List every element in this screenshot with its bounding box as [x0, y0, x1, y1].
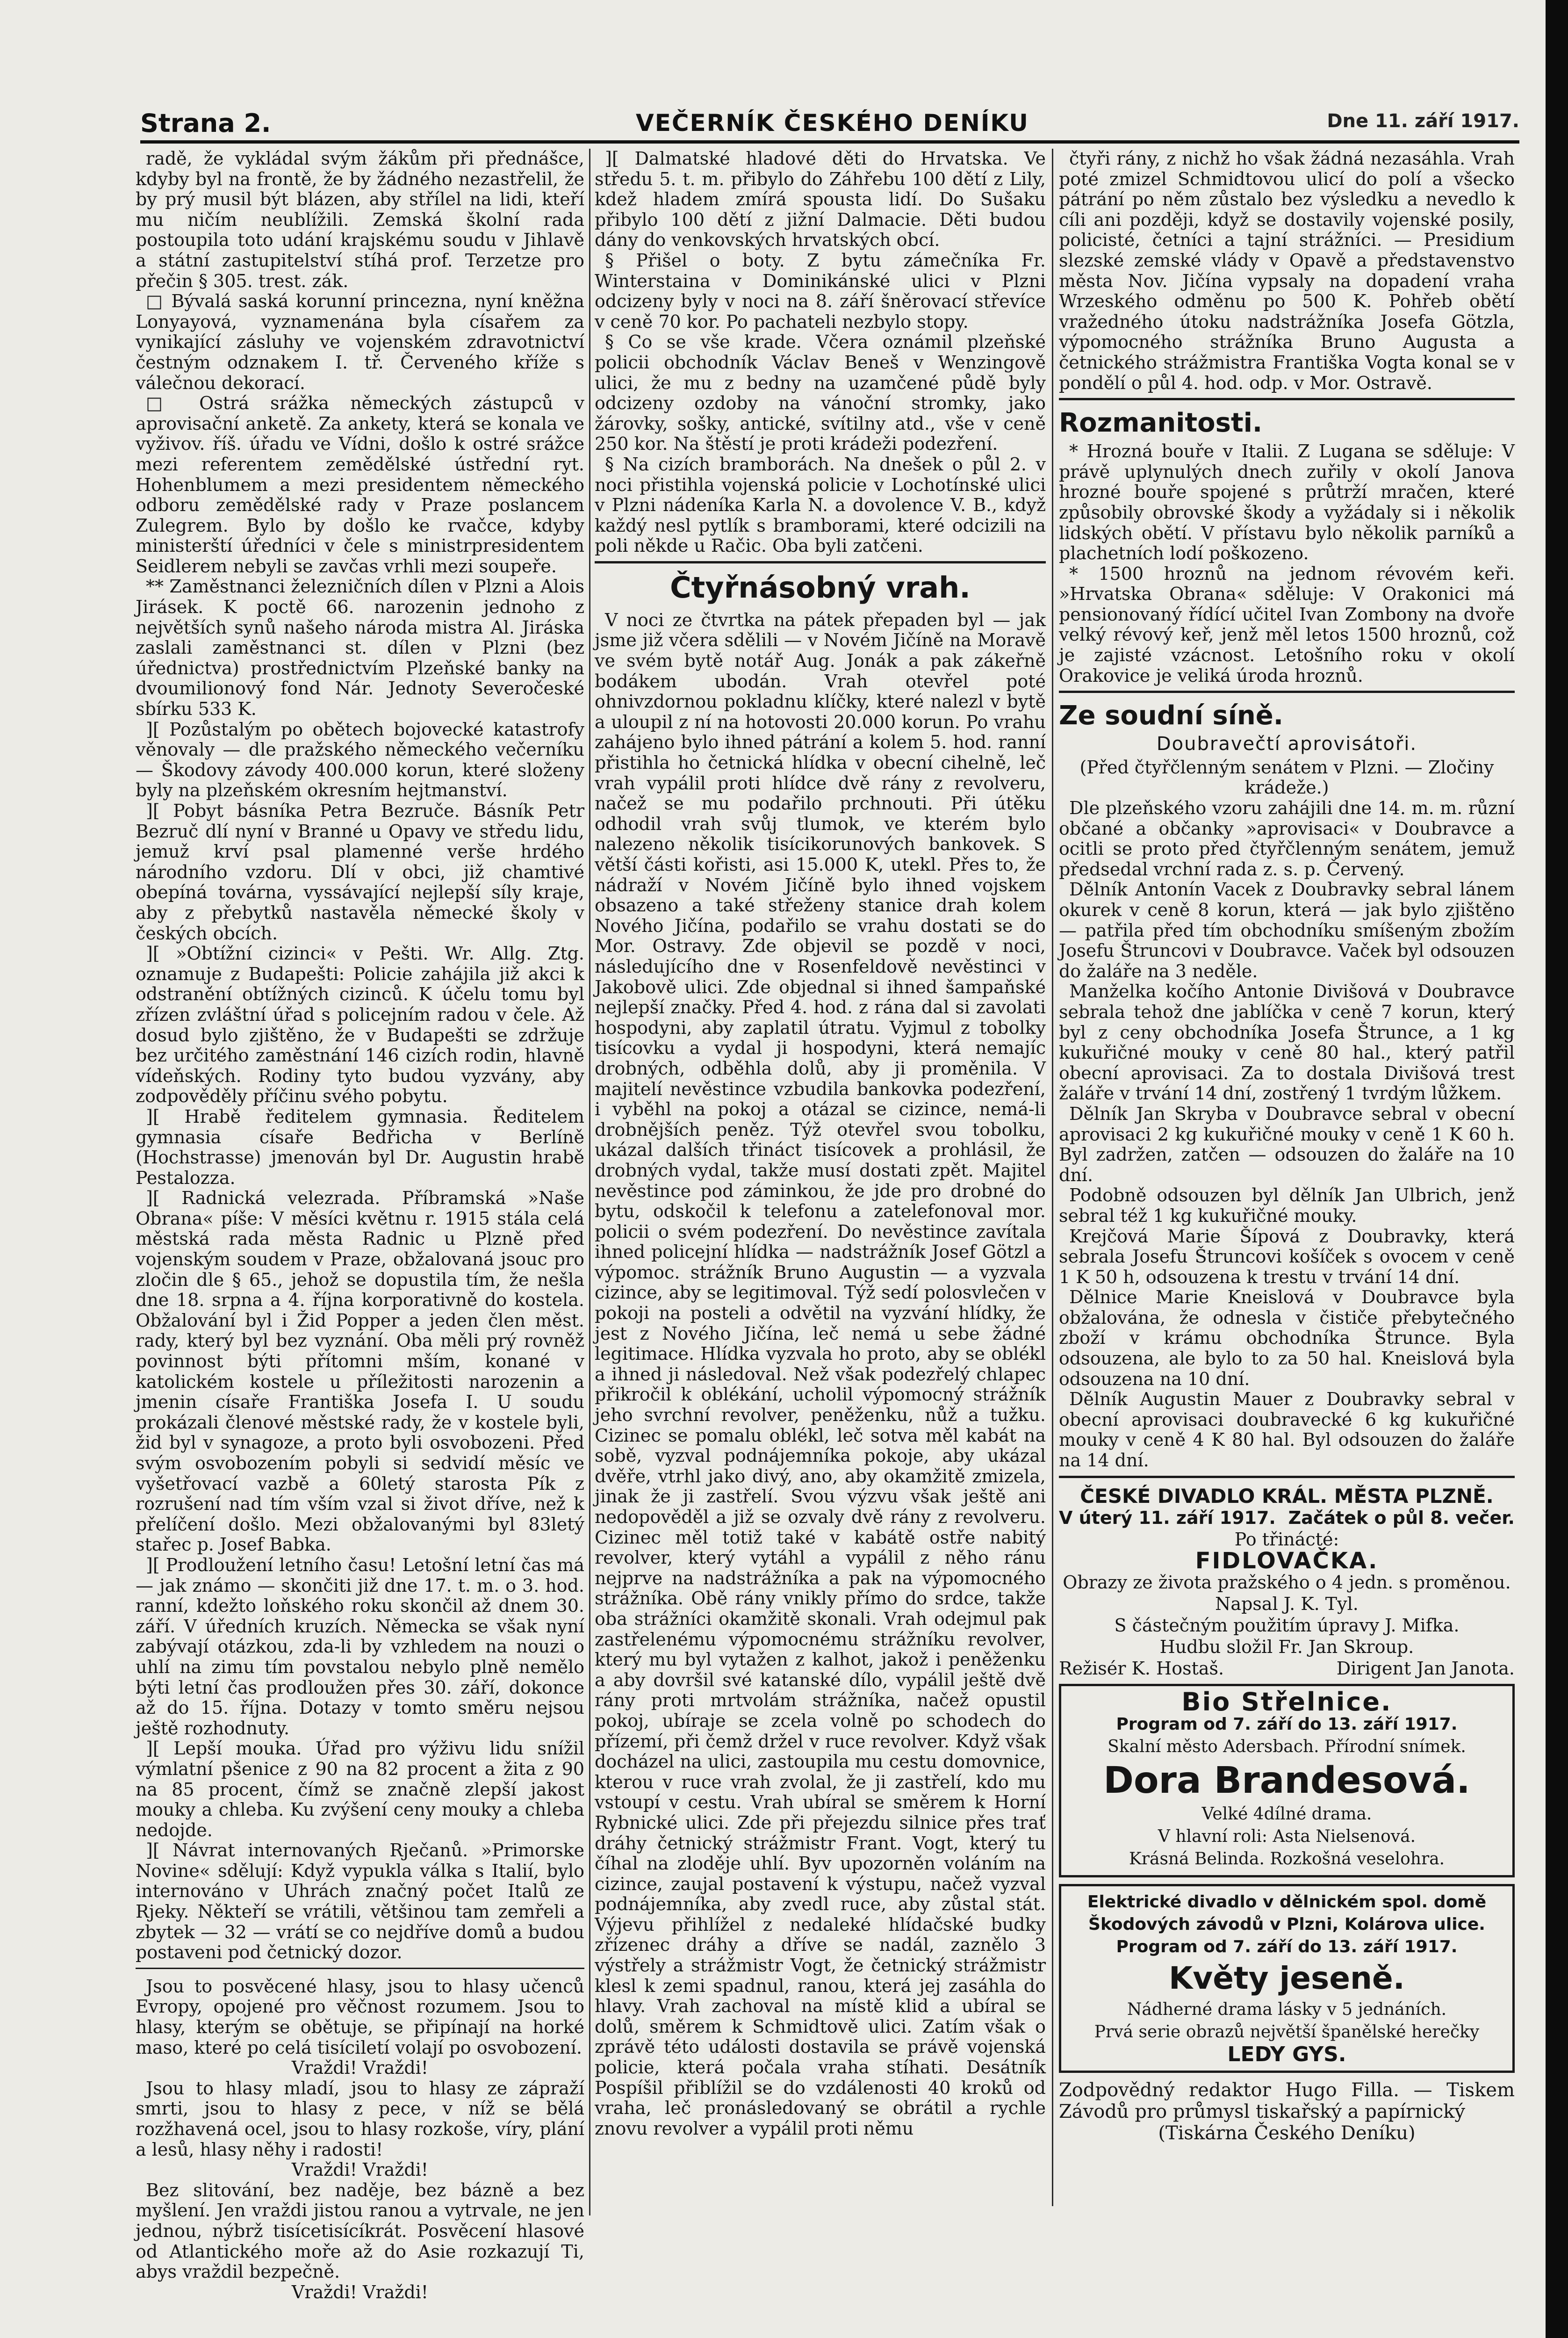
poem-stanza: Vraždi! Vraždi! — [291, 2281, 429, 2302]
cinema-ad-feature: Dora Brandesová. — [1103, 1759, 1470, 1802]
news-item: § Co se vše krade. Včera oznámil plzeňské policii obchodník Václav Beneš v Wenzingově ulici, že mu z bedny na uzamčené půdě byly odcizeny ozdoby na vánoční stromky, jako žárovky, sošky, antické, svítilny atd., vše v ceně 250 kor. Na štěstí je proti krádeži podezření. — [595, 332, 1046, 455]
cinema-ad-role: V hlavní roli: Asta Nielsenová. — [1158, 1826, 1416, 1846]
cinema-ad-genre: Velké 4dílné drama. — [1201, 1804, 1372, 1824]
imprint-text: Zodpovědný redaktor Hugo Filla. — Tiskem Závodů pro průmysl tiskařský a papírnický — [1059, 2079, 1515, 2122]
column-3-divider-2 — [1059, 691, 1515, 693]
poem-stanza: Bez slitování, bez naděje, bez bázně a bez myšlení. Jen vraždi jistou ranou a vytrvale, ne jen jednou, nýbrž tisícetisícíkrát. Posvěcení hlasové od Atlantického moře až do Asie rozkazují Ti, abys vraždil bezpečně. — [136, 2179, 584, 2282]
news-item: ][ Pozůstalým po obětech bojovecké katastrofy věnovaly — dle pražského německého večerníku — Škodovy závody 400.000 korun, které složeny byly na plzeňském okresním hejtmanství. — [136, 719, 584, 801]
theatre-credits-row — [1059, 1658, 1515, 1679]
news-item: □ Ostrá srážka německých zástupců v aprovisační anketě. Za ankety, která se konala ve vyživov. říš. úřadu ve Vídni, došlo k ostré srážce mezi referentem zemědělské ústřední ryt. Hohenblumem a mezi presidentem německého odboru zemědělské rady v Praze poslancem Zulegrem. Bylo by došlo ke rvačce, kdyby ministerští úředníci v čele s ministrpresidentem Seidlerem nebyli se zavčas vrhli mezi soupeře. — [136, 393, 584, 577]
poem-stanza: Vraždi! Vraždi! — [291, 2159, 429, 2180]
rozmanitosti-item: * Hrozná bouře v Italii. Z Lugana se sděluje: V právě uplynulých dnech zuřily v okolí Janova hrozné bouře spojené s průtrží mračen, které způsobily obrovské škody a vyžádaly si i několik lidských obětí. V přístavu bylo několik parníků a plachetních lodí poškozeno. — [1059, 441, 1515, 564]
theatre-author: Napsal J. K. Tyl. — [1215, 1593, 1359, 1614]
theatre-listing — [1059, 1486, 1515, 1679]
cinema-ad2-line1: Elektrické divadlo v dělnickém spol. domě — [1087, 1892, 1487, 1912]
news-item: radě, že vykládal svým žákům při přednášce, kdyby byl na frontě, že by žádného nezastřelil, že by prý musil být blázen, aby střílel na lidi, kteří mu ničím neublížili. Zemská školní rada postoupila toto udání krajskému soudu v Jihlavě a státní zastupitelství stíhá prof. Terzetze pro přečin § 305. trest. zák. — [136, 148, 584, 291]
theatre-date-row — [1059, 1507, 1515, 1529]
news-item: ][ Prodloužení letního času! Letošní letní čas má — jak známo — skončiti již dne 17. t. m. o 3. hod. ranní, kdežto loňského roku skončil až dnem 30. září. V úředních kruzích. Německa se však nyní zabývají otázkou, zda-li by vzhledem na nouzi o uhlí na zimu tím povstalou nebylo plně nemělo býti letní čas prodloužen přes 30. září, dokonce až do 15. října. Dotazy v tomto směru nejsou ještě rozhodnuty. — [136, 1554, 584, 1739]
column-3 — [1059, 149, 1515, 2183]
rozmanitosti-item: * 1500 hroznů na jednom révovém keři. »Hrvatska Obrana« sděluje: V Orakonici má pensionovaný řídící učitel Ivan Zombony na dvoře velký révový keř, jenž měl letos 1500 hroznů, což je zajisté vzácnost. Letošního roku v okolí Orakovice je veliká úroda hroznů. — [1059, 563, 1515, 686]
cinema-ad-title: Bio Střelnice. — [1181, 1687, 1392, 1717]
column-2-news — [595, 149, 1046, 556]
theatre-conductor: Dirigent Jan Janota. — [1336, 1658, 1515, 1679]
imprint-line2: (Tiskárna Českého Deníku) — [1158, 2122, 1416, 2144]
cinema-ad2-feature: Květy jeseně. — [1169, 1960, 1405, 1996]
news-item: ** Zaměstnanci železničních dílen v Plzni a Alois Jirásek. K poctě 66. narozenin jednoho z největších synů našeho národa mistra Al. Jiráska zaslali zaměstnanci st. dílen v Plzni (bez úřednictva) prostřednictvím Plzeňské banky na dvoumilionový fond Nár. Jednoty Severočeské sbírku 533 K. — [136, 576, 584, 720]
soud-body — [1059, 798, 1515, 1471]
column-rule-2 — [1052, 149, 1053, 2206]
news-item: □ Bývalá saská korunní princezna, nyní kněžna Lonyayová, vyznamenána byla císařem za vynikající zásluhy ve vojenském zdravotnictví čestným odznakem I. tř. Červeného kříže s válečnou dekorací. — [136, 291, 584, 393]
theatre-date: V úterý 11. září 1917. — [1059, 1507, 1276, 1528]
theatre-edit: S částečným použitím úpravy J. Mifka. — [1114, 1615, 1460, 1636]
rozmanitosti-body — [1059, 441, 1515, 686]
soud-court-line: (Před čtyřčlenným senátem v Plzni. — Zločiny krádeže.) — [1079, 757, 1494, 798]
news-item: § Na cizích bramborách. Na dnešek o půl 2. v noci přistihla vojenská policie v Lochotínské ulici v Plzni nádeníka Karla N. a dovolence V. B., když každý nesl pytlík s bramborami, které odcizili na poli někde u Račic. Oba byli zatčeni. — [595, 454, 1046, 556]
column-1 — [136, 148, 584, 2302]
news-item: ][ Lepší mouka. Úřad pro výživu lidu snížil výmlatní pšenice z 90 na 82 procent a žita z 90 na 85 procent, čímž se značně zlepší jakost mouky a chleba. Ku zvýšení ceny mouky a chleba nedojde. — [136, 1738, 584, 1840]
issue-date: Dne 11. září 1917. — [1327, 110, 1519, 132]
section-title-rozmanitosti: Rozmanitosti. — [1059, 408, 1263, 439]
court-item: Dělník Augustin Mauer z Doubravky sebral v obecní aprovisaci doubravecké 6 kg kukuřičné mouky v ceně 4 K 80 hal. Byl odsouzen do žaláře na 14 dní. — [1059, 1389, 1515, 1471]
court-item: Dělnice Marie Kneislová v Doubravce byla obžalována, že odnesla v čističe přebytečného zboží v krámu obchodníka Štrunce. Byla odsouzena, ale bylo to za 50 hal. Kneislová byla odsouzena na 10 dní. — [1059, 1287, 1515, 1389]
cinema-ad2-program: Program od 7. září do 13. září 1917. — [1116, 1937, 1458, 1956]
theatre-start: Začátek o půl 8. večer. — [1288, 1507, 1515, 1528]
theatre-music: Hudbu složil Fr. Jan Skroup. — [1159, 1636, 1414, 1657]
column-3-divider-3 — [1059, 1476, 1515, 1478]
column-3-continuation — [1059, 149, 1515, 393]
theatre-director: Režisér K. Hostaš. — [1059, 1658, 1224, 1679]
court-item: Manželka kočího Antonie Divišová v Doubravce sebrala tehož dne jablíčka v ceně 7 korun, který byl z ceny obchodníka Josefa Štrunce, a 1 kg kukuřičné mouky v ceně 80 hal., který patřil obecní aprovisaci. Za to dostala Divišová trest žaláře v trvání 14 dní, zostřený 1 tvrdým lůžkem. — [1059, 981, 1515, 1104]
news-item: ][ Návrat internovaných Rječanů. »Primorske Novine« sdělují: Když vypukla válka s Italií, bylo internováno v Uhrách značný počet Italů ze Rjeky. Někteří se vrátili, většinou tam zemřeli a zbytek — 32 — vrátí se co nejdříve domů a budou postaveni pod četnický dozor. — [136, 1840, 584, 1963]
column-2 — [595, 149, 1046, 2206]
cinema-ad2-desc: Nádherné drama lásky v 5 jednáních. — [1127, 1999, 1447, 2019]
news-item: ][ Pobyt básníka Petra Bezruče. Básník Petr Bezruč dlí nyní v Branné u Opavy ve středu lidu, jemuž krví psal plamenné verše hrdého národního vzdoru. Dlí v obci, již chamtivé obepíná továrna, vyssávající nejlepší síly kraje, aby z přebytků nastavěla německé školy v českých obcích. — [136, 801, 584, 944]
poem-stanza: Jsou to hlasy mladí, jsou to hlasy ze zápraží smrti, jsou to hlasy z pece, v níž se bělá rozžhavená ocel, jsou to hlasy rozkoše, víry, plání a lesů, hlasy něhy i radosti! — [136, 2078, 584, 2160]
theatre-intro: Po třinácté: — [1234, 1529, 1339, 1550]
poem-stanza: Vraždi! Vraždi! — [291, 2057, 429, 2078]
cinema-ad-skoda — [1059, 1884, 1515, 2073]
news-item: ][ »Obtížní cizinci« v Pešti. Wr. Allg. Ztg. oznamuje z Budapešti: Policie zahájila již akci k odstranění obtížných cizinců. K účelu tomu byl zřízen zvláštní úřad s policejním radou v čele. Až dosud bylo zjištěno, že v Budapešti se zdržuje bez určitého zaměstnání 146 cizích rodin, hlavně vídeňských. Rodiny tyto budou vyzvány, aby zodpověděly příčinu svého pobytu. — [136, 943, 584, 1107]
news-item: ][ Dalmatské hladové děti do Hrvatska. Ve středu 5. t. m. přibylo do Záhřebu 100 dětí z Lily, kdež hladem zmírá spousta lidí. Do Sušaku přibylo 100 dětí z jižní Dalmacie. Děti budou dány do venkovských hrvatských obcí. — [595, 148, 1046, 251]
cinema-ad2-line2: Škodových závodů v Plzni, Kolárova ulice. — [1088, 1914, 1485, 1934]
article-paragraph: V noci ze čtvrtka na pátek přepaden byl — jak jsme již včera sdělili — v Novém Jičíně na Moravě ve svém bytě notář Aug. Jonák a pak zákeřně bodákem ubodán. Vrah otevřel poté ohnivzdornou pokladnu klíčky, které nalezl v bytě a uloupil z ní na hotovosti 20.000 korun. Po vrahu zahájeno bylo ihned pátrání a kolem 5. hod. ranní přistihla ho četnická hlídka v obecní cihelně, leč vrah vypálil proti hlídce dvě rány z revolveru, načež se mu podařilo prchnouti. Při útěku odhodil vrah svůj tlumok, ve kterém bylo nalezeno několik tisícikorunových bankovek. S větší části kořisti, asi 15.000 K, utekl. Přes to, že nádraží v Novém Jičíně bylo ihned vojskem obsazeno a také střeženy stanice drah kolem Nového Jičína, podařilo se vrahu dostati se do Mor. Ostravy. Zde objevil se pozdě v noci, následujícího dne v Rosenfeldově nevěstinci v Jakobově ulici. Zde objednal si ihned šampaňské nejlepší značky. Před 4. hod. z rána dal si zavolati hospodyni, aby zaplatil útratu. Vyjmul z tobolky tisícovku a vydal ji hospodyni, která nemajíc drobných, odběhla dolů, aby ji proměnila. V majitelí nevěstince vzbudila bankovka podezření, i vyběhl na pokoj a otázal se cizince, nemá-li drobnějších peněz. Týž otevřel svou tobolku, ukázal dalších třináct tisícovek a prohlásil, že drobných vydal, takže musí dostati zpět. Majitel nevěstince pod záminkou, že jde pro drobné do bytu, odskočil k telefonu a zatelefonoval mor. policii o svém podezření. Do nevěstince zavítala ihned policejní hlídka — nadstrážník Josef Götzl a výpomoc. strážník Bruno Augustin — a vyzvala cizince, aby se legitimoval. Týž sedí polosvlečen v pokoji na posteli a odvětil na vyzvání hlídky, že jest z Nového Jičína, leč nemá u sebe žádné legitimace. Hlídka vyzvala ho proto, aby se oblékl a ihned ji následoval. Než však podezřelý chlapec přikročil k oblékání, ucholil výpomocný strážník jeho svrchní revolver, peněženku, nůž a tužku. Cizinec se pomalu oblékl, leč sotva měl kabát na sobě, vyzval podnájemníka pokoje, aby ukázal dvěře, vtrhl jako divý, ano, aby okamžitě zmizela, jinak že ji zastřelí. Svou výzvu však ještě ani nedopověděl a již se ozvaly dvě rány z revolveru. Cizinec měl totiž také v kabátě ostře nabitý revolver, který vytáhl a vypálil z něho ránu nejprve na nadstrážníka a pak na výpomocného strážníka. Obě rány vnikly přímo do srdce, takže oba strážníci okamžitě skonali. Vrah odejmul pak zastřelenému výpomocnému strážníku revolver, který mu byl vytažen z kalhot, jakož i peněženku a aby dovršil své katanské dílo, vypálil ještě dvě rány proti mrtvolám strážníka, načež opustil pokoj, ubíraje se zcela volně po schodech do přízemí, při čemž držel v ruce revolver. Když však docházel na ulici, zastoupila mu cestu domovnice, kterou v ruce vrah zvolal, že ji zastřelí, kdo mu vstoupí v cestu. Vrah ubíral se směrem k Horní Rybnické ulici. Zde při přejezdu silnice přes trať dráhy četnický strážmistr Frant. Vogt, který tu číhal na zloděje uhlí. Byv upozorněn voláním na cizince, zaujal postavení k výstupu, načež vyzval podnájemníka, aby zvedl ruce, aby zůstal stát. Výjevu přihlížel z nedaleké hlídačské budky zřízenec dráhy a dříve se nadál, zaznělo 3 výstřely a strážmistr Vogt, že četnický strážmistr klesl k zemi spadnul, ranou, která jej zasáhla do hlavy. Vrah zachoval na místě klid a ubíral se dolů, směrem k Schmidtově ulici. Zatím však o zprávě této události dostavila se právě vojenská policie, která počala vraha stíhati. Desátník Pospíšil přiblížil se do vzdálenosti 40 kroků od vraha, leč pronásledovaný se obrátil a rychle znovu revolver a vypálil proti němu — [595, 609, 1046, 2139]
news-item: ][ Hrabě ředitelem gymnasia. Ředitelem gymnasia císaře Bedřicha v Berlíně (Hochstrasse) jmenován byl Dr. Augustin hrabě Pestalozza. — [136, 1106, 584, 1188]
column-1-divider — [136, 1968, 584, 1969]
column-1-poem — [136, 1977, 584, 2303]
article-continuation: čtyři rány, z nichž ho však žádná nezasáhla. Vrah poté zmizel Schmidtovou ulicí do polí a všecko pátrání po něm zůstalo bez výsledku a nevedlo k cíli ani později, když se dostavily vojenské posily, policisté, četníci a tajní strážníci. — Presidium slezské zemské vlády v Opavě a představenstvo města Nov. Jičína vypsaly na dopadení vraha Wrzeského odměnu po 500 K. Pohřeb obětí vražedného útoku nadstrážníka Josefa Götzla, výpomocného strážníka Bruno Augusta a četnického strážmistra Františka Vogta konal se v pondělí o půl 4. hod. odp. v Mor. Ostravě. — [1059, 148, 1515, 393]
column-rule-1 — [589, 149, 590, 2215]
poem-stanza: Jsou to posvěcené hlasy, jsou to hlasy učenců Evropy, opojené pro věčnost rozumem. Jsou to hlasy, kterým se obětuje, se připínají na horké maso, které po celá tisíciletí volají po osvobození. — [136, 1976, 584, 2058]
column-3-divider-1 — [1059, 398, 1515, 400]
court-item: Dělník Antonín Vacek z Doubravky sebral lánem okurek v ceně 8 korun, která — jak bylo zjištěno — patřila před tím obchodníku smíšeným zbožím Josefu Štruncovi v Doubravce. Vaček byl odsouzen do žaláře na 3 neděle. — [1059, 879, 1515, 981]
court-item: Podobně odsouzen byl dělník Jan Ulbrich, jenž sebral též 1 kg kukuřičné mouky. — [1059, 1185, 1515, 1226]
theatre-title: ČESKÉ DIVADLO KRÁL. MĚSTA PLZNĚ. — [1080, 1484, 1494, 1508]
theatre-desc: Obrazy ze života pražského o 4 jedn. s proměnou. — [1063, 1572, 1511, 1593]
theatre-play: FIDLOVAČKA. — [1195, 1547, 1379, 1574]
article-body — [595, 610, 1046, 2139]
column-2-divider — [595, 561, 1046, 563]
soud-subtitle: Doubravečtí aprovisátoři. — [1156, 733, 1417, 755]
news-item: ][ Radnická velezrada. Příbramská »Naše Obrana« píše: V měsíci květnu r. 1915 stála celá městská rada města Radnic u Plzně před vojenským soudem v Praze, obžalovaná jsouc pro zločin dle § 65., jehož se dopustila tím, že nešla dne 18. srpna a 4. října korporativně do kostela. Obžalování byl i Žid Popper a jeden člen měst. rady, který byl bez vyznání. Oba měli prý rovněž povinnost býti přítomni mším, konané v katolickém kostele u příležitosti narozenin a jmenin císaře Františka Josefa I. U soudu prokázali členové městské rady, že v kostele byli, žid byl v synagoze, a proto byli osvobozeni. Před svým osvobozením pobyli si sedvidí měsíc ve vyšetřovací vazbě a 60letý starosta Pík z rozrušení nad tím vším vzal si život dříve, než k přelíčení došlo. Mezi obžalovanými byl 83letý stařec p. Josef Babka. — [136, 1188, 584, 1555]
masthead-title: VEČERNÍK ČESKÉHO DENÍKU — [636, 109, 1029, 137]
court-item: Krejčová Marie Šípová z Doubravky, která sebrala Josefu Štruncovi košíček s ovocem v ceně 1 K 50 h, odsouzena k trestu v trvání 14 dní. — [1059, 1226, 1515, 1287]
column-1-news — [136, 149, 584, 1963]
cinema-ad-extra: Krásná Belinda. Rozkošná veselohra. — [1129, 1849, 1445, 1869]
cinema-ad2-name: LEDY GYS. — [1227, 2042, 1346, 2066]
page-number: Strana 2. — [140, 108, 271, 138]
scan-edge — [1546, 0, 1568, 2338]
news-item: § Přišel o boty. Z bytu zámečníka Fr. Winterstaina v Dominikánské ulici v Plzni odcizeny byly v noci na 8. září šněrovací střevíce v ceně 70 kor. Po pachateli nezbylo stopy. — [595, 250, 1046, 332]
cinema-ad-strelnice — [1059, 1684, 1515, 1877]
article-title: Čtyřnásobný vrah. — [670, 570, 971, 605]
cinema-ad-program: Program od 7. září do 13. září 1917. — [1116, 1714, 1458, 1734]
cinema-ad-subtitle: Skalní město Adersbach. Přírodní snímek. — [1108, 1737, 1466, 1756]
court-item: Dělník Jan Skryba v Doubravce sebral v obecní aprovisaci 2 kg kukuřičné mouky v ceně 1 K 60 h. Byl zadržen, zatčen — odsouzen do žaláře na 10 dní. — [1059, 1103, 1515, 1185]
cinema-ad2-desc2: Prvá serie obrazů největší španělské herečky — [1094, 2022, 1480, 2042]
court-item: Dle plzeňského vzoru zahájili dne 14. m. m. různí občané a občanky »aprovisaci« v Doubravce a ocitli se proto před čtyřčlenným senátem, jemuž předsedal vrchní rada z. s. p. Červený. — [1059, 798, 1515, 880]
section-title-soud: Ze soudní síně. — [1059, 700, 1284, 731]
header-rule — [140, 140, 1519, 144]
imprint — [1059, 2079, 1515, 2144]
